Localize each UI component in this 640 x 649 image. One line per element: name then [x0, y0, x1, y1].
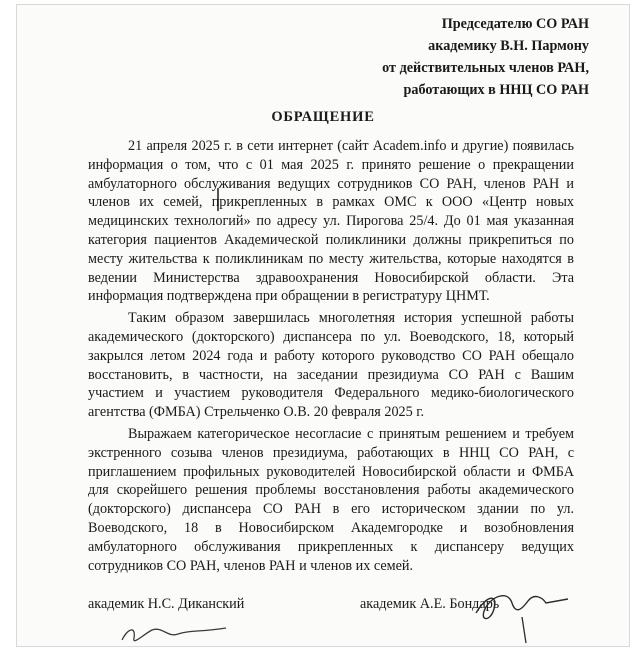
paragraph-1: 21 апреля 2025 г. в сети интернет (сайт Academ.info и другие) появилась информация о том, что с 01 мая 2025 г. принято решение о прекращении амбулаторного обслуживания ведущих сотрудников СО РАН, членов РАН и членов их семей, прикрепленных в рамках ОМС к ООО «Центр новых медицинских технологий» по адресу ул. Пирогова 25/4. До 01 мая указанная категория пациентов Академической поликлиники должны прикрепиться по месту жительства к поликлиникам по месту жительства, которые находятся в ведении Министерства здравоохранения Новосибирской области. Эта информация подтверждена при обращении в регистратуру ЦНМТ. — [88, 138, 574, 305]
signature-right-name: академик А.Е. Бондарь — [360, 596, 500, 612]
addressee-block — [382, 13, 589, 101]
addressee-line-1: Председателю СО РАН — [441, 16, 589, 32]
addressee-line-4: работающих в ННЦ СО РАН — [403, 82, 589, 98]
signature-left-name: академик Н.С. Диканский — [88, 596, 245, 612]
signature-scribble-right — [468, 583, 578, 645]
signature-scribble-left — [118, 620, 238, 649]
paragraph-2: Таким образом завершилась многолетняя история успешной работы академического (докторского) диспансера по ул. Воеводского, 18, который закрылся летом 2024 года и работу которого руководство СО РАН обещало восстановить, в частности, на заседании президиума СО РАН с Вашим участием и участием руководителя Федерального медико-биологического агентства (ФМБА) Стрельченко О.В. 20 февраля 2025 г. — [88, 310, 574, 421]
letter-body — [88, 137, 574, 575]
document-title: ОБРАЩЕНИЕ — [271, 109, 375, 125]
addressee-line-2: академику В.Н. Пармону — [428, 38, 589, 54]
paragraph-3: Выражаем категорическое несогласие с принятым решением и требуем экстренного созыва членов президиума, работающих в ННЦ СО РАН, с приглашением профильных руководителей Новосибирской области и ФМБА для скорейшего решения проблемы восстановления работы академического (докторского) диспансера СО РАН в его историческом здании по ул. Воеводского, 18 в Новосибирском Академгородке и возобновления амбулаторного обслуживания прикрепленных к диспансеру ведущих сотрудников СО РАН, членов РАН и членов их семей. — [88, 425, 574, 574]
addressee-line-3: от действительных членов РАН, — [382, 60, 589, 76]
